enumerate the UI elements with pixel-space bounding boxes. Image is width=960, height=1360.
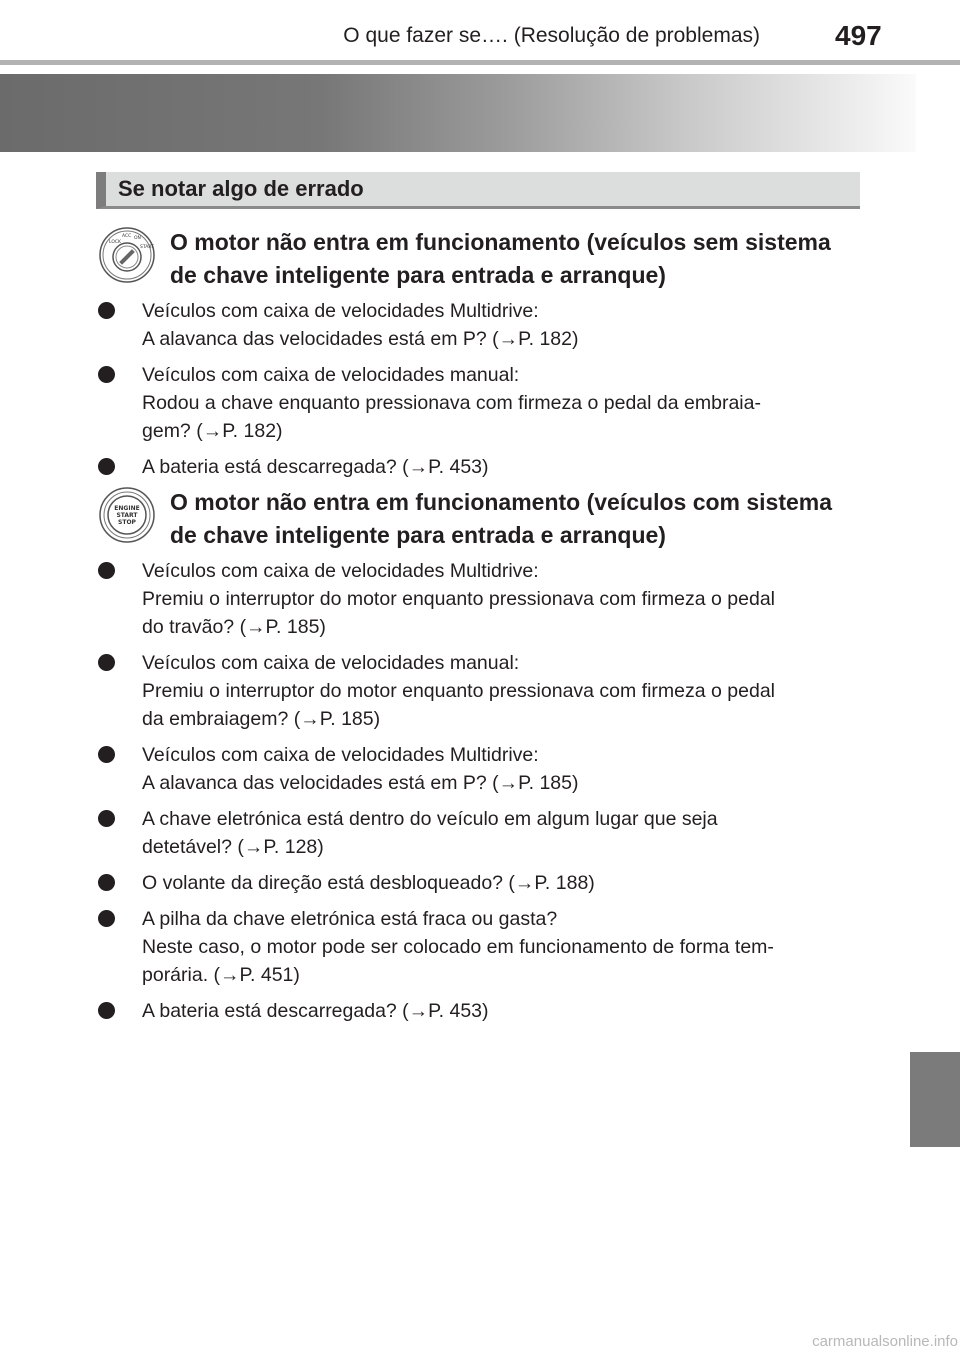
header-divider xyxy=(0,60,960,65)
bullet-icon xyxy=(98,654,115,671)
bullet-icon xyxy=(98,366,115,383)
list-item xyxy=(98,557,860,641)
checklist xyxy=(98,297,860,481)
list-item xyxy=(98,361,860,445)
item-text: Premiu o interruptor do motor enquanto pressionava com firmeza o pedal xyxy=(142,680,775,702)
button-label-stop: STOP xyxy=(118,519,136,526)
bullet-icon xyxy=(98,458,115,475)
item-text: Veículos com caixa de velocidades Multidrive: xyxy=(142,560,539,582)
list-item xyxy=(98,805,860,861)
bullet-icon xyxy=(98,746,115,763)
subsection-header xyxy=(98,226,860,298)
subsection-title-line: de chave inteligente para entrada e arranque) xyxy=(170,522,666,548)
key-position-on: ON xyxy=(134,236,141,241)
key-position-lock: LOCK xyxy=(109,240,121,245)
item-text: A alavanca das velocidades está em P? (→P. 182) xyxy=(142,328,579,350)
list-item xyxy=(98,453,860,481)
subsection-no-smart-key xyxy=(98,226,860,489)
list-item xyxy=(98,869,860,897)
bullet-icon xyxy=(98,1002,115,1019)
item-text: Veículos com caixa de velocidades manual: xyxy=(142,652,520,674)
subsection-title xyxy=(170,486,860,552)
page-number: 497 xyxy=(835,20,882,51)
subsection-smart-key xyxy=(98,486,860,1033)
running-header-title: O que fazer se…. (Resolução de problemas) xyxy=(343,24,760,47)
item-text: porária. (→P. 451) xyxy=(142,964,300,986)
item-text: Veículos com caixa de velocidades manual: xyxy=(142,364,520,386)
key-position-start: START xyxy=(140,245,154,250)
item-text: A bateria está descarregada? (→P. 453) xyxy=(142,456,489,478)
list-item xyxy=(98,905,860,989)
subsection-title-line: O motor não entra em funcionamento (veículos sem sistema xyxy=(170,229,831,255)
bullet-icon xyxy=(98,562,115,579)
item-text: A chave eletrónica está dentro do veículo em algum lugar que seja xyxy=(142,808,718,830)
subsection-header xyxy=(98,486,860,558)
bullet-icon xyxy=(98,910,115,927)
button-label-engine: ENGINE xyxy=(114,505,140,512)
watermark: carmanualsonline.info xyxy=(812,1333,958,1350)
button-label-start: START xyxy=(116,512,138,519)
bullet-icon xyxy=(98,810,115,827)
checklist xyxy=(98,557,860,1025)
item-text: detetável? (→P. 128) xyxy=(142,836,324,858)
subsection-title-line: O motor não entra em funcionamento (veículos com sistema xyxy=(170,489,833,515)
item-text: da embraiagem? (→P. 185) xyxy=(142,708,381,730)
item-text: Premiu o interruptor do motor enquanto pressionava com firmeza o pedal xyxy=(142,588,775,610)
item-text: do travão? (→P. 185) xyxy=(142,616,326,638)
chapter-side-tab xyxy=(910,1052,960,1147)
section-title: Se notar algo de errado xyxy=(118,176,364,201)
ignition-key-switch-icon xyxy=(98,226,156,284)
item-text: Rodou a chave enquanto pressionava com firmeza o pedal da embraia- xyxy=(142,392,761,414)
chapter-banner xyxy=(0,74,916,152)
list-item xyxy=(98,997,860,1025)
item-text: A pilha da chave eletrónica está fraca ou gasta? xyxy=(142,908,558,930)
item-text: Veículos com caixa de velocidades Multidrive: xyxy=(142,300,539,322)
list-item xyxy=(98,297,860,353)
list-item xyxy=(98,741,860,797)
bullet-icon xyxy=(98,874,115,891)
item-text: A alavanca das velocidades está em P? (→P. 185) xyxy=(142,772,579,794)
item-text: O volante da direção está desbloqueado? (→P. 188) xyxy=(142,872,595,894)
item-text: gem? (→P. 182) xyxy=(142,420,283,442)
list-item xyxy=(98,649,860,733)
subsection-title xyxy=(170,226,860,292)
bullet-icon xyxy=(98,302,115,319)
section-heading-bar xyxy=(96,172,860,209)
item-text: A bateria está descarregada? (→P. 453) xyxy=(142,1000,489,1022)
item-text: Veículos com caixa de velocidades Multidrive: xyxy=(142,744,539,766)
engine-start-stop-button-icon xyxy=(98,486,156,544)
item-text: Neste caso, o motor pode ser colocado em funcionamento de forma tem- xyxy=(142,936,774,958)
subsection-title-line: de chave inteligente para entrada e arranque) xyxy=(170,262,666,288)
key-position-acc: ACC xyxy=(122,234,132,239)
